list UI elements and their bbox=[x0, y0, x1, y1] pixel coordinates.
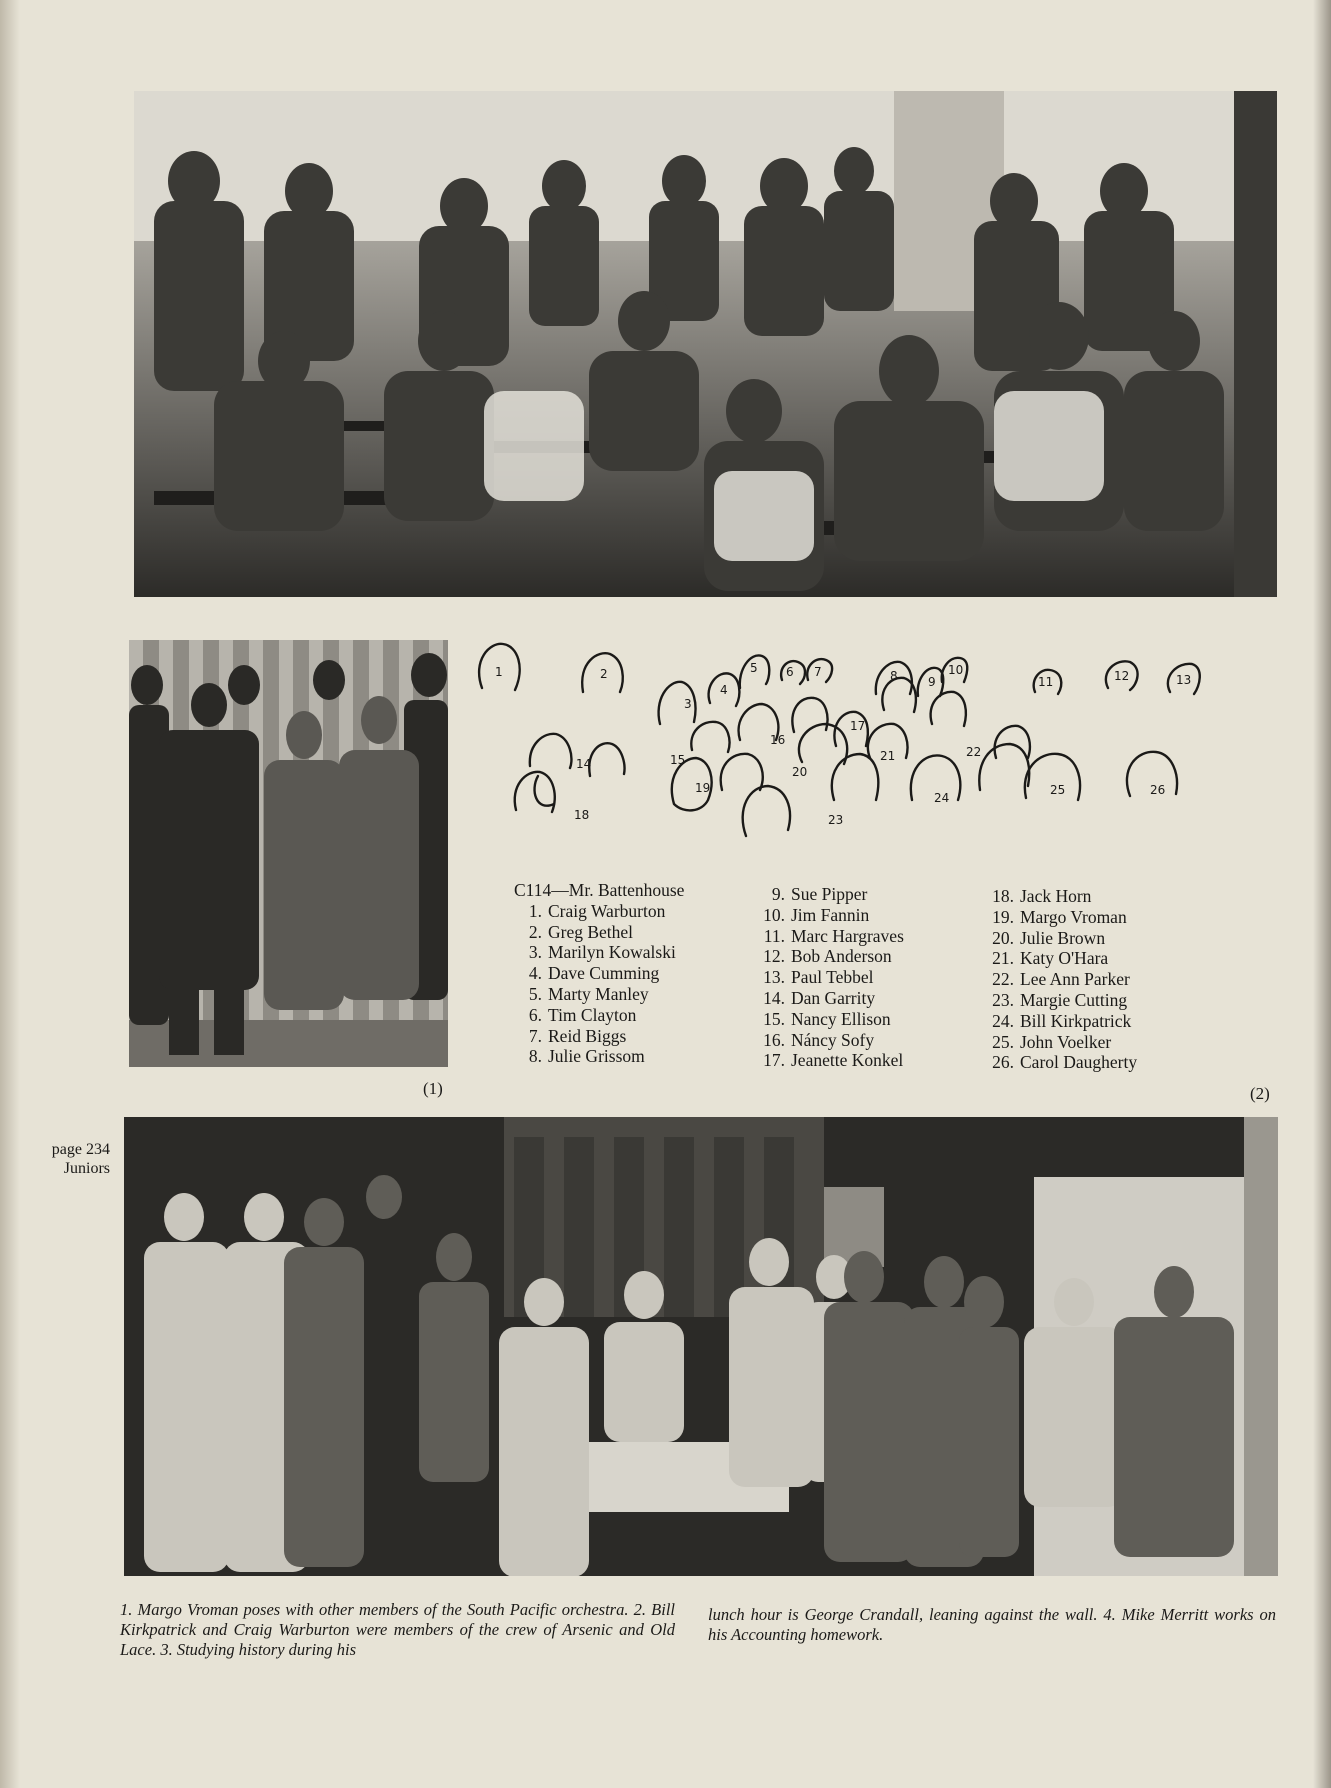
roster-row: 21. Katy O'Hara bbox=[992, 948, 1109, 969]
head-number-26: 26 bbox=[1150, 783, 1166, 797]
roster-row: 13. Paul Tebbel bbox=[763, 967, 874, 988]
page-side-label bbox=[36, 1140, 110, 1178]
head-number-4: 4 bbox=[720, 683, 728, 697]
head-number-9: 9 bbox=[928, 675, 936, 689]
roster-row: 18. Jack Horn bbox=[992, 886, 1092, 906]
head-number-8: 8 bbox=[890, 669, 898, 683]
roster-row: 19. Margo Vroman bbox=[992, 906, 1127, 927]
roster-row: 4. Dave Cumming bbox=[528, 963, 660, 984]
orchestra-group-photo bbox=[129, 640, 448, 1067]
page-number: page 234 bbox=[51, 1141, 110, 1158]
head-number-12: 12 bbox=[1114, 669, 1130, 683]
head-number-23: 23 bbox=[828, 813, 844, 827]
head-number-10: 10 bbox=[948, 663, 964, 677]
roster-row: 6. Tim Clayton bbox=[528, 1004, 637, 1025]
page-edge-shadow bbox=[0, 0, 20, 1788]
roster-row: 15. Nancy Ellison bbox=[763, 1008, 891, 1029]
head-number-24: 24 bbox=[934, 791, 950, 805]
head-number-2: 2 bbox=[600, 667, 608, 681]
roster-row: 20. Julie Brown bbox=[992, 927, 1106, 948]
figure-label-1: (1) bbox=[423, 1079, 443, 1098]
head-key-diagram bbox=[470, 640, 1220, 858]
roster-row: 24. Bill Kirkpatrick bbox=[992, 1010, 1132, 1031]
roster-column-1 bbox=[514, 880, 684, 1067]
roster-row: 8. Julie Grissom bbox=[528, 1046, 645, 1067]
stage-crew-group-photo bbox=[124, 1117, 1278, 1576]
roster-row: 17. Jeanette Konkel bbox=[763, 1050, 904, 1071]
roster-row: 2. Greg Bethel bbox=[528, 921, 634, 942]
head-number-18: 18 bbox=[574, 808, 590, 822]
roster-row: 11. Marc Hargraves bbox=[763, 925, 904, 946]
roster-row: 22. Lee Ann Parker bbox=[992, 969, 1130, 990]
roster-row: 10. Jim Fannin bbox=[763, 904, 870, 925]
head-number-7: 7 bbox=[814, 665, 822, 679]
roster-row: 23. Margie Cutting bbox=[992, 989, 1128, 1010]
head-number-21: 21 bbox=[880, 749, 896, 763]
roster-row: 26. Carol Daugherty bbox=[992, 1052, 1138, 1073]
photo-caption-left: 1. Margo Vroman poses with other members of the South Pacific orchestra. 2. Bill Kirkpatrick and Craig Warburton were members of the crew of Arsenic and Old Lace. 3. Studying history during his bbox=[120, 1600, 675, 1659]
head-number-22: 22 bbox=[966, 745, 982, 759]
roster-row: 12. Bob Anderson bbox=[763, 946, 892, 967]
head-number-13: 13 bbox=[1176, 673, 1192, 687]
roster-row: 16. Náncy Sofy bbox=[763, 1029, 875, 1050]
roster-row: 3. Marilyn Kowalski bbox=[528, 942, 676, 963]
roster-row: 9. Sue Pipper bbox=[771, 884, 868, 904]
head-number-25: 25 bbox=[1050, 783, 1066, 797]
photo-caption-right: lunch hour is George Crandall, leaning against the wall. 4. Mike Merritt works on his Accounting homework. bbox=[708, 1605, 1276, 1644]
head-number-14: 14 bbox=[576, 757, 592, 771]
section-label: Juniors bbox=[63, 1160, 110, 1177]
roster-column-2 bbox=[757, 884, 904, 1071]
head-number-1: 1 bbox=[495, 665, 503, 679]
roster-heading: C114—Mr. Battenhouse bbox=[514, 880, 685, 900]
head-number-3: 3 bbox=[684, 697, 692, 711]
roster-row: 7. Reid Biggs bbox=[528, 1025, 627, 1046]
classroom-group-photo bbox=[134, 91, 1277, 597]
head-number-20: 20 bbox=[792, 765, 808, 779]
roster-row: 14. Dan Garrity bbox=[763, 987, 876, 1008]
head-number-16: 16 bbox=[770, 733, 786, 747]
head-number-17: 17 bbox=[850, 719, 866, 733]
head-number-11: 11 bbox=[1038, 675, 1054, 689]
page-gutter-shadow bbox=[1313, 0, 1331, 1788]
figure-label-2: (2) bbox=[1250, 1084, 1270, 1103]
head-number-5: 5 bbox=[750, 661, 758, 675]
roster-row: 25. John Voelker bbox=[992, 1031, 1112, 1052]
roster-row: 1. Craig Warburton bbox=[528, 900, 666, 921]
head-number-15: 15 bbox=[670, 753, 686, 767]
roster-column-3 bbox=[986, 886, 1137, 1073]
head-number-19: 19 bbox=[695, 781, 711, 795]
head-number-6: 6 bbox=[786, 665, 794, 679]
roster-row: 5. Marty Manley bbox=[528, 983, 649, 1004]
